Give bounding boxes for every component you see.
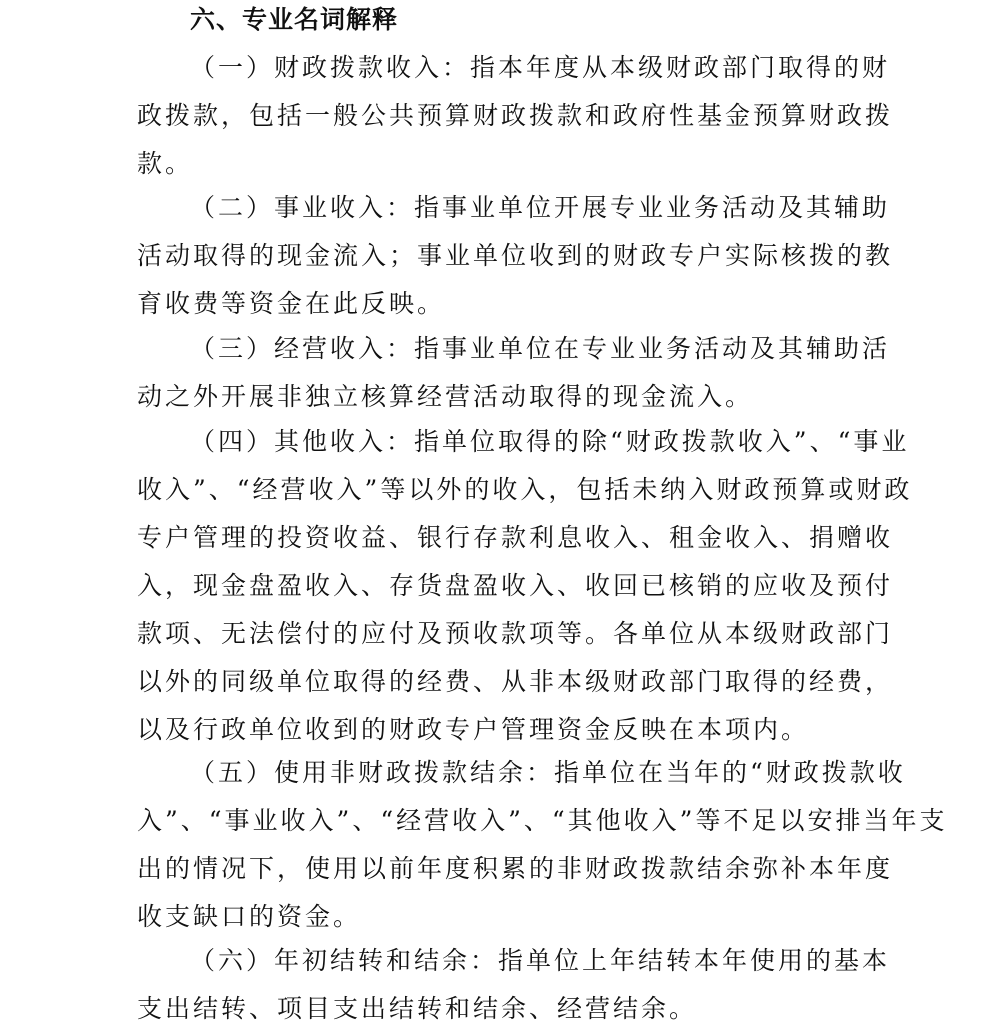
term-operating-income [0,325,1000,421]
term-beginning-carryover-and-balance [0,937,1000,1033]
term-use-of-non-appropriation-balance [0,749,1000,941]
term-financial-appropriation-income [0,44,1000,188]
paragraph-line: 款。 [137,149,194,178]
paragraph-line: 收入”、“经营收入”等以外的收入，包括未纳入财政预算或财政 [137,475,913,504]
paragraph-line: 支出结转、项目支出结转和结余、经营结余。 [137,994,698,1023]
section-heading: 六、专业名词解释 [190,5,399,34]
paragraph-line: （六）年初结转和结余：指单位上年结转本年使用的基本 [190,946,891,975]
paragraph-line: 政拨款，包括一般公共预算财政拨款和政府性基金预算财政拨 [137,101,894,130]
paragraph-line: （一）财政拨款收入：指本年度从本级财政部门取得的财 [190,53,891,82]
paragraph-line: 育收费等资金在此反映。 [137,289,446,318]
paragraph-line: 收支缺口的资金。 [137,902,362,931]
paragraph-line: （三）经营收入：指事业单位在专业业务活动及其辅助活 [190,334,891,363]
paragraph-line: （四）其他收入：指单位取得的除“财政拨款收入”、“事业 [190,427,910,456]
paragraph-line: （二）事业收入：指事业单位开展专业业务活动及其辅助 [190,193,891,222]
paragraph-line: 出的情况下，使用以前年度积累的非财政拨款结余弥补本年度 [137,854,894,883]
paragraph-line: 活动取得的现金流入；事业单位收到的财政专户实际核拨的教 [137,241,894,270]
paragraph-line: （五）使用非财政拨款结余：指单位在当年的“财政拨款收 [190,758,906,787]
paragraph-line: 款项、无法偿付的应付及预收款项等。各单位从本级财政部门 [137,619,894,648]
term-business-income [0,184,1000,328]
paragraph-line: 动之外开展非独立核算经营活动取得的现金流入。 [137,382,754,411]
paragraph-line: 以外的同级单位取得的经费、从非本级财政部门取得的经费， [137,667,894,696]
paragraph-line: 以及行政单位收到的财政专户管理资金反映在本项内。 [137,715,810,744]
paragraph-line: 专户管理的投资收益、银行存款利息收入、租金收入、捐赠收 [137,523,894,552]
paragraph-line: 入，现金盘盈收入、存货盘盈收入、收回已核销的应收及预付 [137,571,894,600]
term-other-income [0,418,1000,754]
paragraph-line: 入”、“事业收入”、“经营收入”、“其他收入”等不足以安排当年支 [137,806,948,835]
